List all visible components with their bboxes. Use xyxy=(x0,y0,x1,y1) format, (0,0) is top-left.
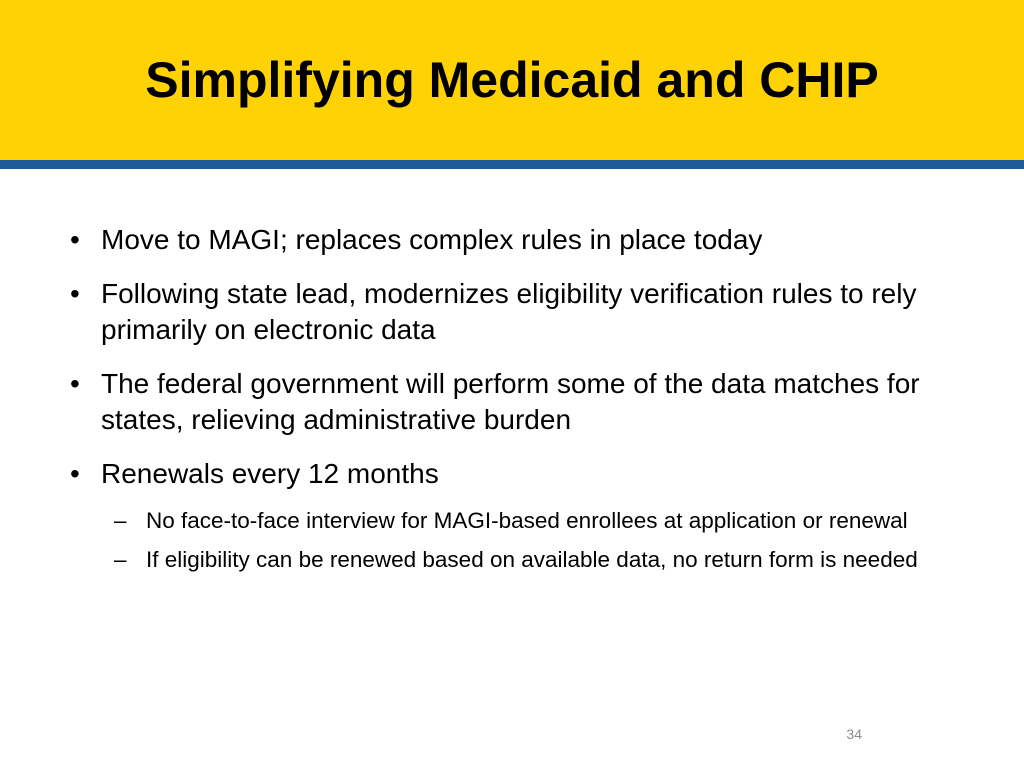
bullet-item xyxy=(60,456,950,492)
bullet-text: Move to MAGI; replaces complex rules in place today xyxy=(101,224,763,255)
bullet-text: Renewals every 12 months xyxy=(101,458,439,489)
bullet-marker: • xyxy=(70,224,80,255)
page-number: 34 xyxy=(846,726,862,742)
bullet-marker: • xyxy=(70,278,80,309)
bullet-item xyxy=(60,276,950,348)
sub-bullet-marker: – xyxy=(114,508,127,533)
sub-bullet-text: If eligibility can be renewed based on available data, no return form is needed xyxy=(146,547,918,572)
bullet-list xyxy=(60,222,950,588)
slide-title: Simplifying Medicaid and CHIP xyxy=(145,52,879,108)
sub-bullet-item xyxy=(114,506,966,535)
bullet-text: The federal government will perform some of the data matches for states, relieving administrative burden xyxy=(101,368,920,435)
bullet-item xyxy=(60,366,950,438)
sub-bullet-text: No face-to-face interview for MAGI-based enrollees at application or renewal xyxy=(146,508,908,533)
bullet-item xyxy=(60,222,950,258)
title-divider xyxy=(0,160,1024,169)
bullet-marker: • xyxy=(70,458,80,489)
bullet-marker: • xyxy=(70,368,80,399)
sub-bullet-item xyxy=(114,545,966,574)
bullet-text: Following state lead, modernizes eligibility verification rules to rely primarily on electronic data xyxy=(101,278,917,345)
sub-bullet-marker: – xyxy=(114,547,127,572)
